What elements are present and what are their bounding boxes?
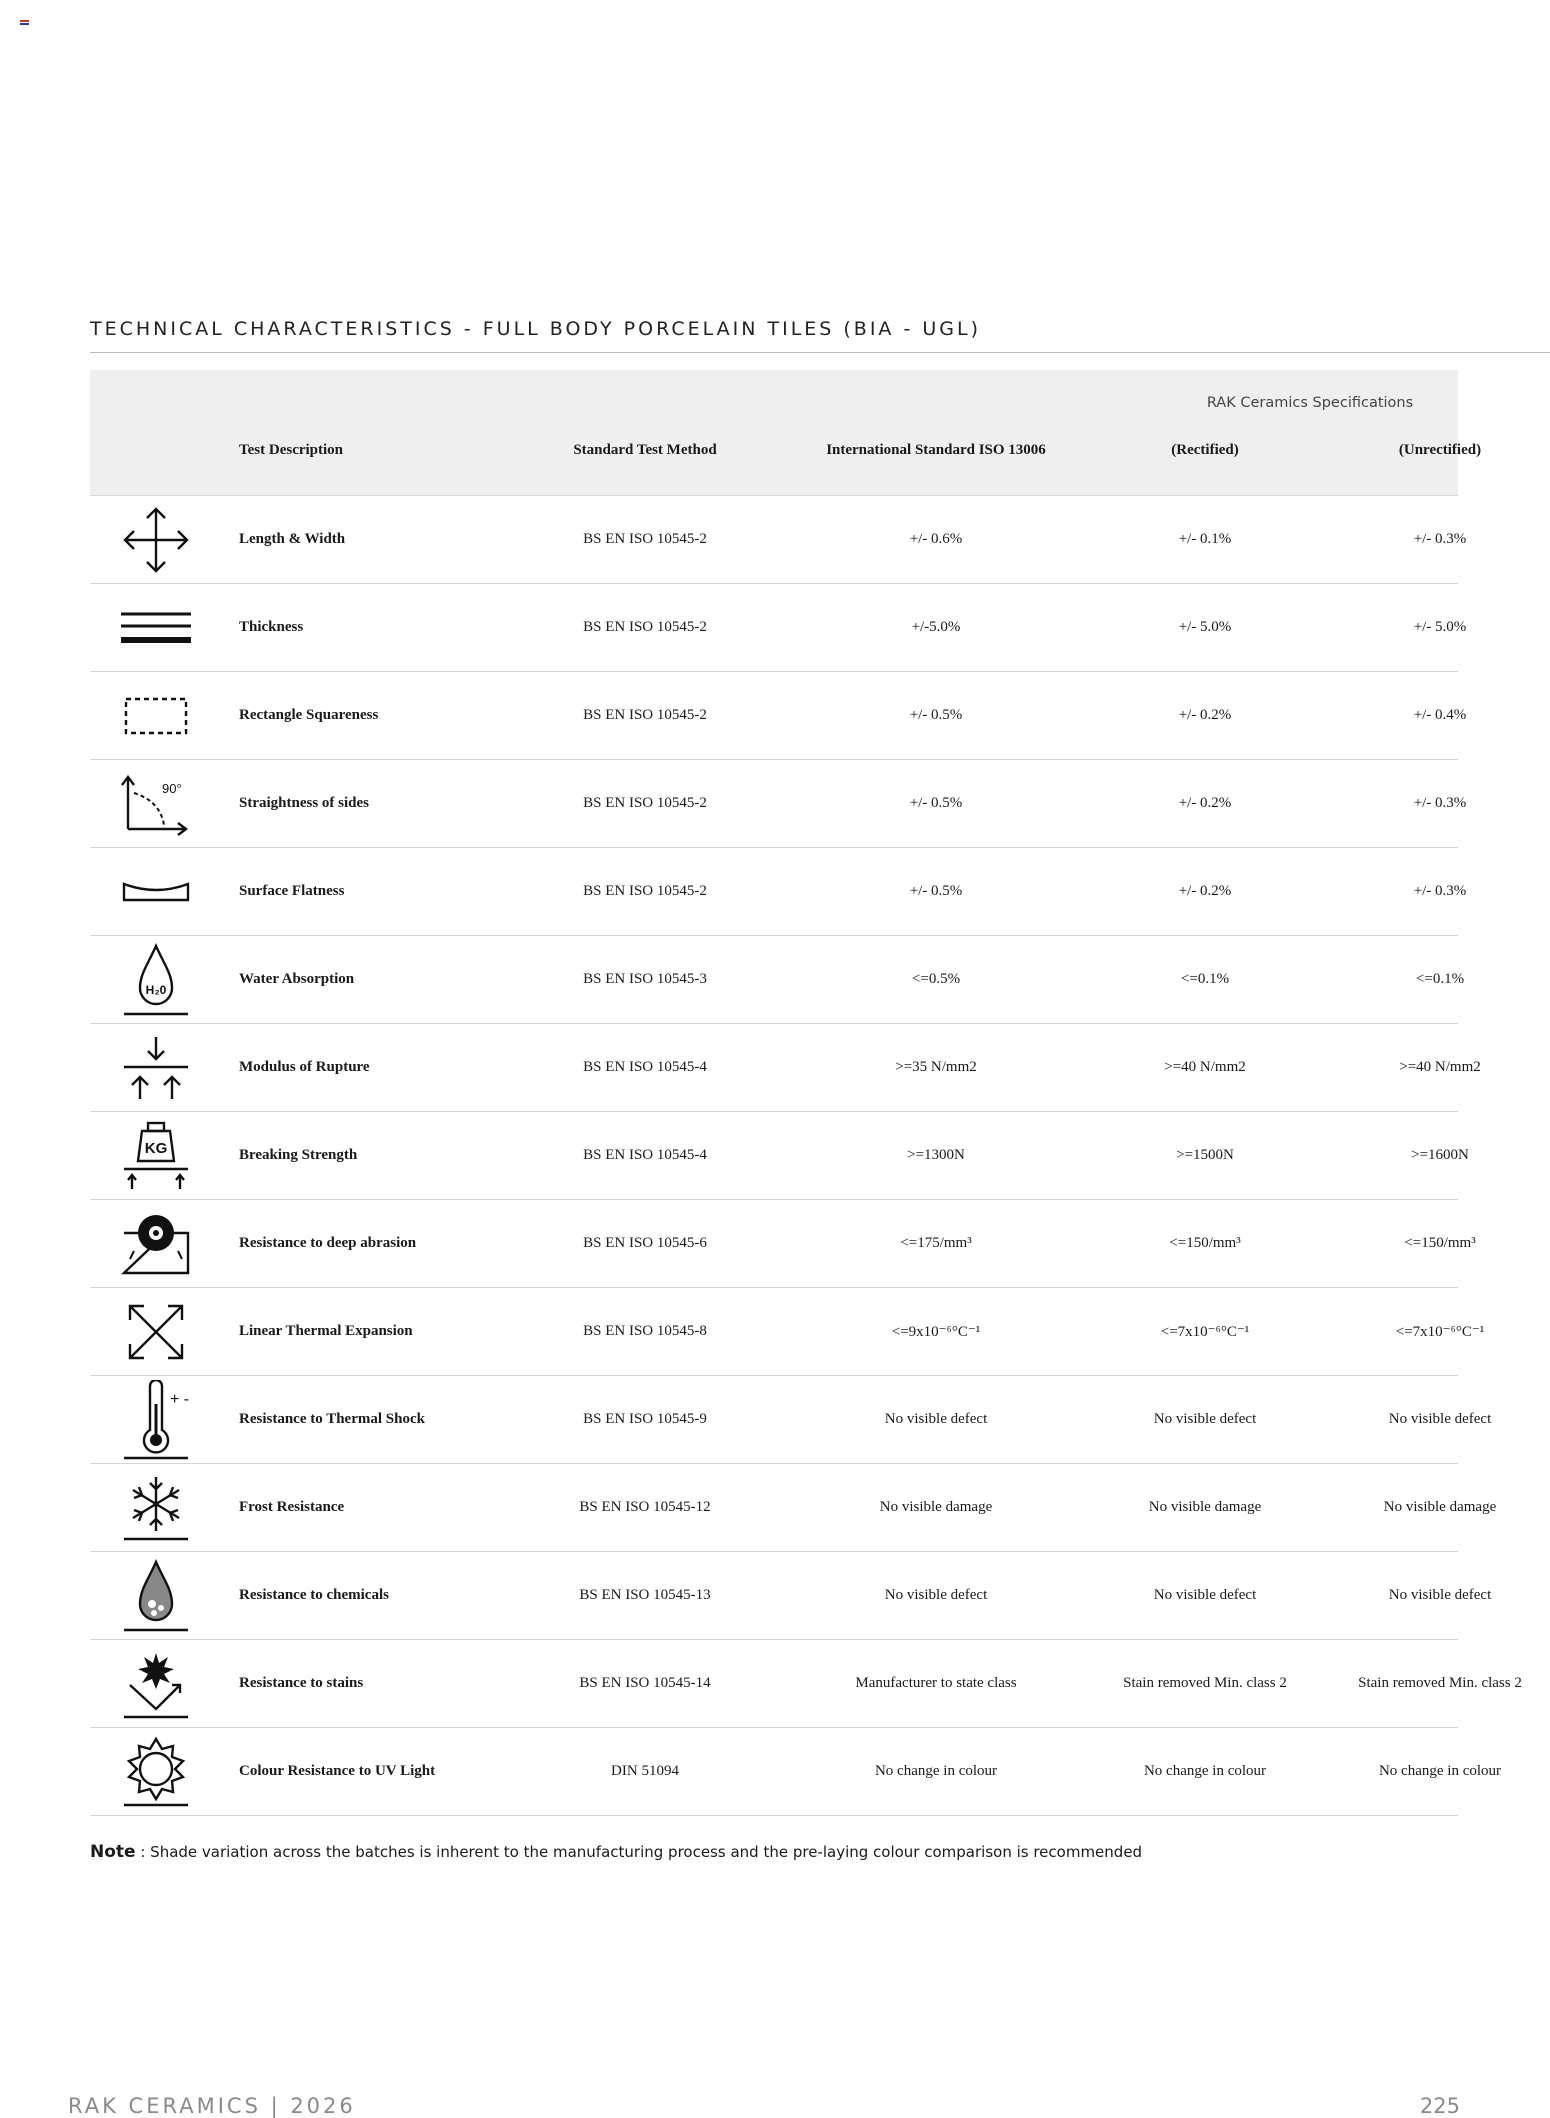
table-row	[90, 1112, 1469, 1200]
unrectified-value: +/- 5.0%	[1413, 619, 1467, 635]
right-angle-icon	[90, 760, 222, 847]
col-header-unrectified: (Unrectified)	[1398, 442, 1482, 458]
rectified-value: +/- 0.2%	[1178, 707, 1232, 723]
unrectified-value: >=1600N	[1411, 1147, 1469, 1163]
table-row	[90, 848, 1467, 936]
table-row	[90, 1200, 1476, 1288]
iso-value: No visible damage	[879, 1499, 993, 1515]
col-header-description: Test Description	[239, 442, 344, 458]
test-method: BS EN ISO 10545-4	[583, 1147, 707, 1163]
test-method: BS EN ISO 10545-14	[579, 1675, 711, 1691]
unrectified-value: <=0.1%	[1415, 971, 1465, 987]
table-row	[90, 1464, 1497, 1552]
angle-label: 90°	[162, 780, 182, 796]
table-header	[90, 370, 1482, 496]
page-title: TECHNICAL CHARACTERISTICS - FULL BODY PORCELAIN TILES (BIA - UGL)	[90, 318, 981, 340]
chemical-drop-icon	[90, 1552, 222, 1639]
table-row	[90, 672, 1467, 760]
page-number: 225	[1419, 2094, 1460, 2118]
test-method: BS EN ISO 10545-9	[583, 1411, 707, 1427]
water-drop-icon	[90, 936, 222, 1023]
col-header-method: Standard Test Method	[573, 442, 717, 458]
iso-value: <=9x10⁻⁶°C⁻¹	[891, 1324, 981, 1340]
test-description: Length & Width	[239, 531, 346, 547]
test-method: BS EN ISO 10545-4	[583, 1059, 707, 1075]
rectified-value: No visible defect	[1153, 1411, 1257, 1427]
arrows-cross-icon	[90, 496, 222, 583]
table-row	[90, 936, 1465, 1024]
table-row	[90, 1640, 1522, 1728]
test-method: BS EN ISO 10545-13	[579, 1587, 711, 1603]
table-row	[90, 584, 1467, 672]
iso-value: >=35 N/mm2	[895, 1059, 977, 1075]
iso-value: +/-5.0%	[911, 619, 961, 635]
test-method: DIN 51094	[611, 1763, 679, 1779]
test-method: BS EN ISO 10545-3	[583, 971, 707, 987]
curved-surface-icon	[90, 848, 222, 935]
test-description: Modulus of Rupture	[239, 1059, 370, 1075]
plus-minus-label: + -	[170, 1390, 190, 1408]
test-method: BS EN ISO 10545-2	[583, 795, 707, 811]
test-description: Resistance to chemicals	[239, 1587, 389, 1603]
expansion-arrows-icon	[90, 1288, 222, 1375]
test-method: BS EN ISO 10545-12	[579, 1499, 711, 1515]
rectified-value: >=40 N/mm2	[1164, 1059, 1246, 1075]
table-row	[90, 496, 1467, 584]
unrectified-value: +/- 0.3%	[1413, 795, 1467, 811]
iso-value: +/- 0.5%	[909, 883, 963, 899]
iso-value: +/- 0.6%	[909, 531, 963, 547]
sun-icon	[90, 1728, 222, 1815]
rectified-value: No visible damage	[1148, 1499, 1262, 1515]
test-description: Breaking Strength	[239, 1147, 358, 1163]
rectified-value: +/- 0.2%	[1178, 795, 1232, 811]
title-divider	[90, 352, 1550, 353]
test-method: BS EN ISO 10545-6	[583, 1235, 707, 1251]
abrasion-disc-icon	[90, 1200, 222, 1287]
test-method: BS EN ISO 10545-2	[583, 883, 707, 899]
test-description: Surface Flatness	[239, 883, 345, 899]
test-method: BS EN ISO 10545-2	[583, 619, 707, 635]
table-row	[90, 1024, 1481, 1112]
rectified-value: >=1500N	[1176, 1147, 1234, 1163]
table-row	[90, 1728, 1502, 1816]
rectified-value: Stain removed Min. class 2	[1123, 1675, 1287, 1691]
unrectified-value: No visible defect	[1388, 1587, 1492, 1603]
thickness-lines-icon	[90, 584, 222, 671]
rupture-arrows-icon	[90, 1024, 222, 1111]
iso-value: +/- 0.5%	[909, 707, 963, 723]
rectified-value: +/- 5.0%	[1178, 619, 1232, 635]
note	[90, 1842, 1142, 1862]
col-header-iso: International Standard ISO 13006	[826, 442, 1046, 458]
test-description: Straightness of sides	[239, 795, 370, 811]
rectified-value: <=0.1%	[1180, 971, 1230, 987]
thermometer-icon	[90, 1376, 222, 1463]
test-description: Resistance to deep abrasion	[239, 1235, 417, 1251]
unrectified-value: <=7x10⁻⁶°C⁻¹	[1395, 1324, 1485, 1340]
test-description: Rectangle Squareness	[239, 707, 379, 723]
group-header-rak-specs: RAK Ceramics Specifications	[1206, 395, 1414, 411]
kg-label: KG	[144, 1139, 168, 1157]
rectified-value: +/- 0.2%	[1178, 883, 1232, 899]
test-description: Water Absorption	[239, 971, 355, 987]
rectified-value: <=7x10⁻⁶°C⁻¹	[1160, 1324, 1250, 1340]
col-header-rectified: (Rectified)	[1171, 442, 1239, 458]
table-row	[90, 1288, 1485, 1376]
iso-value: +/- 0.5%	[909, 795, 963, 811]
footer-brand: RAK CERAMICS | 2026	[68, 2094, 356, 2118]
test-description: Resistance to stains	[239, 1675, 364, 1691]
test-description: Frost Resistance	[239, 1499, 345, 1515]
test-method: BS EN ISO 10545-2	[583, 707, 707, 723]
unrectified-value: <=150/mm³	[1404, 1235, 1476, 1251]
test-method: BS EN ISO 10545-2	[583, 531, 707, 547]
iso-value: No visible defect	[884, 1411, 988, 1427]
iso-value: <=175/mm³	[900, 1235, 972, 1251]
table-row	[90, 1376, 1492, 1464]
test-description: Thickness	[239, 619, 304, 635]
iso-value: Manufacturer to state class	[855, 1675, 1017, 1691]
iso-value: No change in colour	[874, 1763, 998, 1779]
weight-icon	[90, 1112, 222, 1199]
unrectified-value: +/- 0.3%	[1413, 883, 1467, 899]
rectified-value: +/- 0.1%	[1178, 531, 1232, 547]
table-row	[90, 760, 1467, 848]
note-text: : Shade variation across the batches is inherent to the manufacturing process and the pre-laying colour comparison is recommended	[135, 1843, 1143, 1861]
iso-value: No visible defect	[884, 1587, 988, 1603]
rectified-value: No change in colour	[1143, 1763, 1267, 1779]
unrectified-value: +/- 0.3%	[1413, 531, 1467, 547]
table-body	[90, 496, 1522, 1816]
rectified-value: <=150/mm³	[1169, 1235, 1241, 1251]
test-method: BS EN ISO 10545-8	[583, 1323, 707, 1339]
unrectified-value: >=40 N/mm2	[1399, 1059, 1481, 1075]
table-row	[90, 1552, 1492, 1640]
test-description: Colour Resistance to UV Light	[239, 1763, 436, 1779]
unrectified-value: No change in colour	[1378, 1763, 1502, 1779]
note-label: Note	[90, 1842, 136, 1862]
rectified-value: No visible defect	[1153, 1587, 1257, 1603]
unrectified-value: +/- 0.4%	[1413, 707, 1467, 723]
unrectified-value: Stain removed Min. class 2	[1358, 1675, 1522, 1691]
test-description: Linear Thermal Expansion	[239, 1323, 413, 1339]
spec-table	[90, 370, 1522, 1816]
snowflake-icon	[90, 1464, 222, 1551]
test-description: Resistance to Thermal Shock	[239, 1411, 425, 1427]
stain-splash-icon	[90, 1640, 222, 1727]
dashed-rectangle-icon	[90, 672, 222, 759]
iso-value: <=0.5%	[911, 971, 961, 987]
unrectified-value: No visible damage	[1383, 1499, 1497, 1515]
corner-mark	[20, 20, 29, 27]
iso-value: >=1300N	[907, 1147, 965, 1163]
h2o-label: H₂0	[145, 982, 167, 997]
unrectified-value: No visible defect	[1388, 1411, 1492, 1427]
